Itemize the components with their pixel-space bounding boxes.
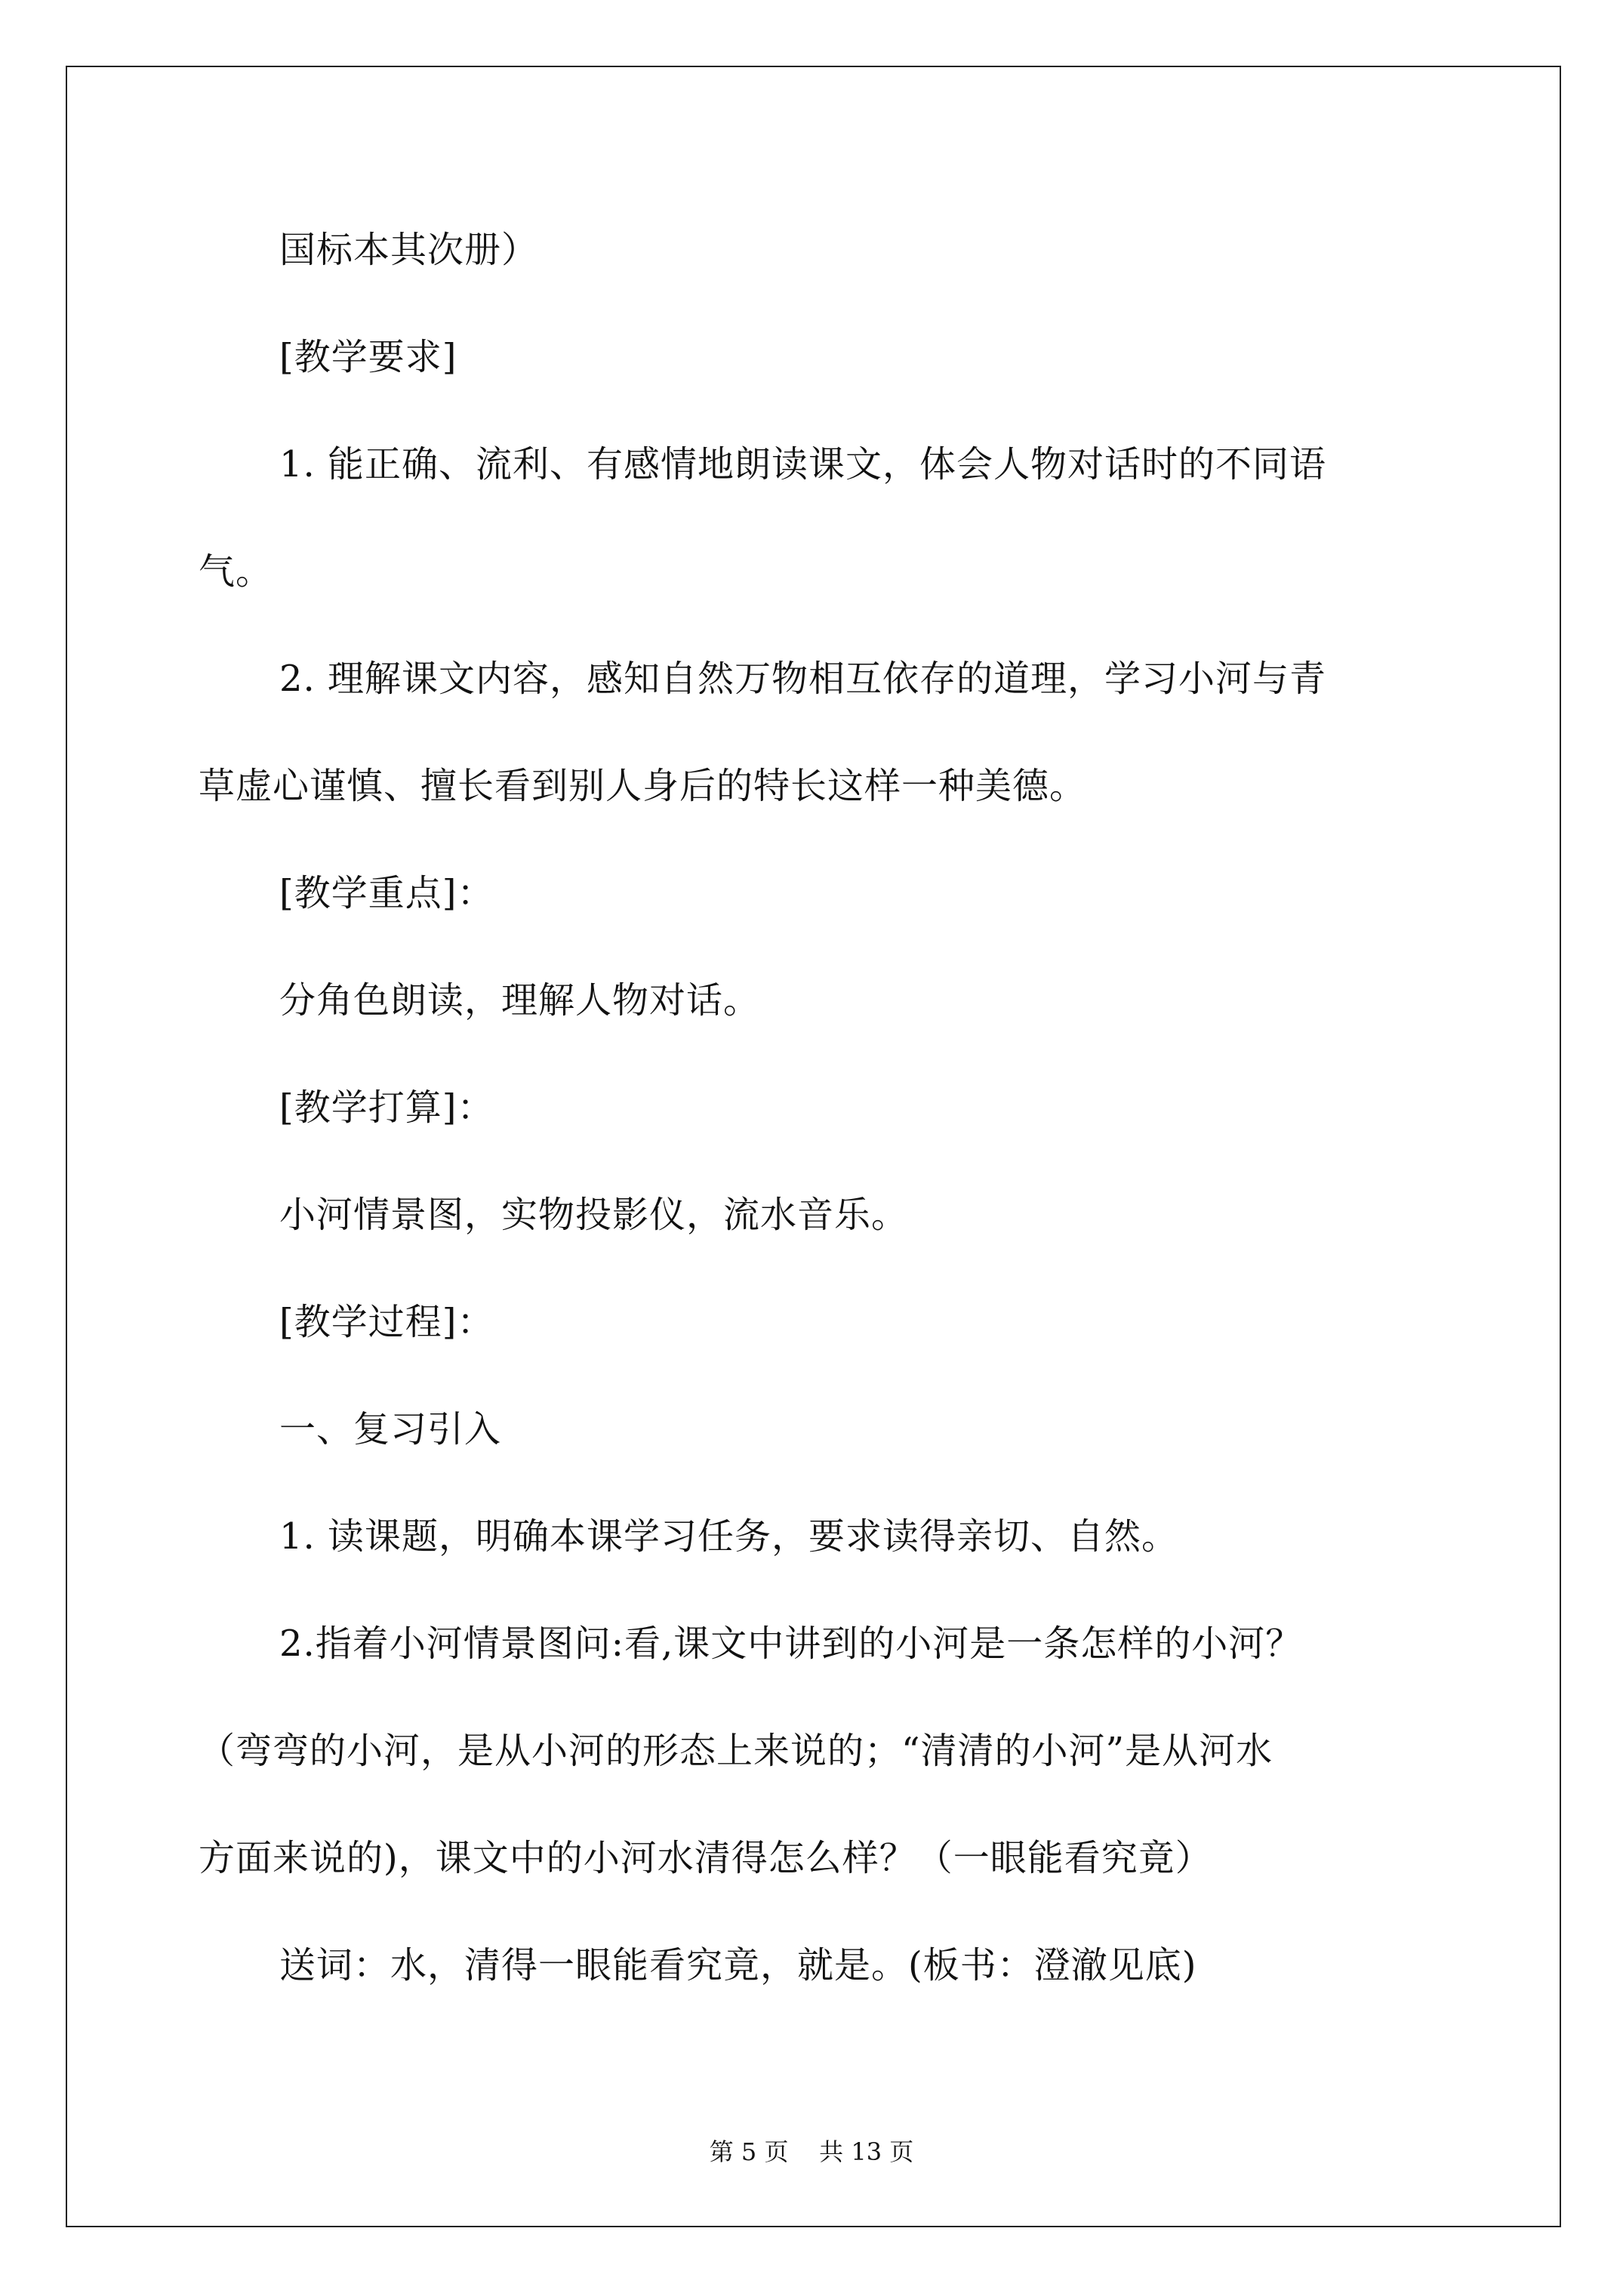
page-border <box>66 66 1561 2227</box>
heading-preparation: [教学打算]： <box>279 1086 494 1129</box>
page-number: 第 5 页 <box>709 2137 789 2166</box>
paragraph-requirement-1-cont: 气。 <box>199 550 273 593</box>
paragraph-step-1: 1. 读课题，明确本课学习任务，要求读得亲切、自然。 <box>279 1515 1179 1558</box>
paragraph-requirement-1: 1. 能正确、流利、有感情地朗读课文，体会人物对话时的不同语 <box>279 443 1327 485</box>
paragraph-requirement-2: 2. 理解课文内容，感知自然万物相互依存的道理，学习小河与青 <box>279 658 1327 700</box>
paragraph-preparation: 小河情景图，实物投影仪，流水音乐。 <box>279 1194 909 1236</box>
paragraph-step-2-cont-1: （弯弯的小河，是从小河的形态上来说的；“清清的小河”是从河水 <box>199 1730 1273 1772</box>
paragraph-1: 国标本其次册） <box>279 229 539 271</box>
paragraph-key-points: 分角色朗读，理解人物对话。 <box>279 979 761 1022</box>
page-total: 共 13 页 <box>819 2137 914 2166</box>
paragraph-requirement-2-cont: 草虚心谨慎、擅长看到别人身后的特长这样一种美德。 <box>199 765 1087 807</box>
paragraph-step-2-cont-2: 方面来说的)，课文中的小河水清得怎么样？（一眼能看究竟） <box>199 1837 1212 1879</box>
heading-teaching-process: [教学过程]： <box>279 1301 494 1343</box>
heading-key-points: [教学重点]： <box>279 872 494 914</box>
heading-section-review: 一、复习引入 <box>279 1408 502 1450</box>
page-footer <box>0 2137 1623 2166</box>
paragraph-step-2: 2.指着小河情景图问:看,课文中讲到的小河是一条怎样的小河？ <box>279 1623 1303 1665</box>
heading-teaching-requirements: [教学要求] <box>279 336 457 378</box>
paragraph-word-gift: 送词：水，清得一眼能看究竟，就是。(板书：澄澈见底) <box>279 1944 1197 1986</box>
